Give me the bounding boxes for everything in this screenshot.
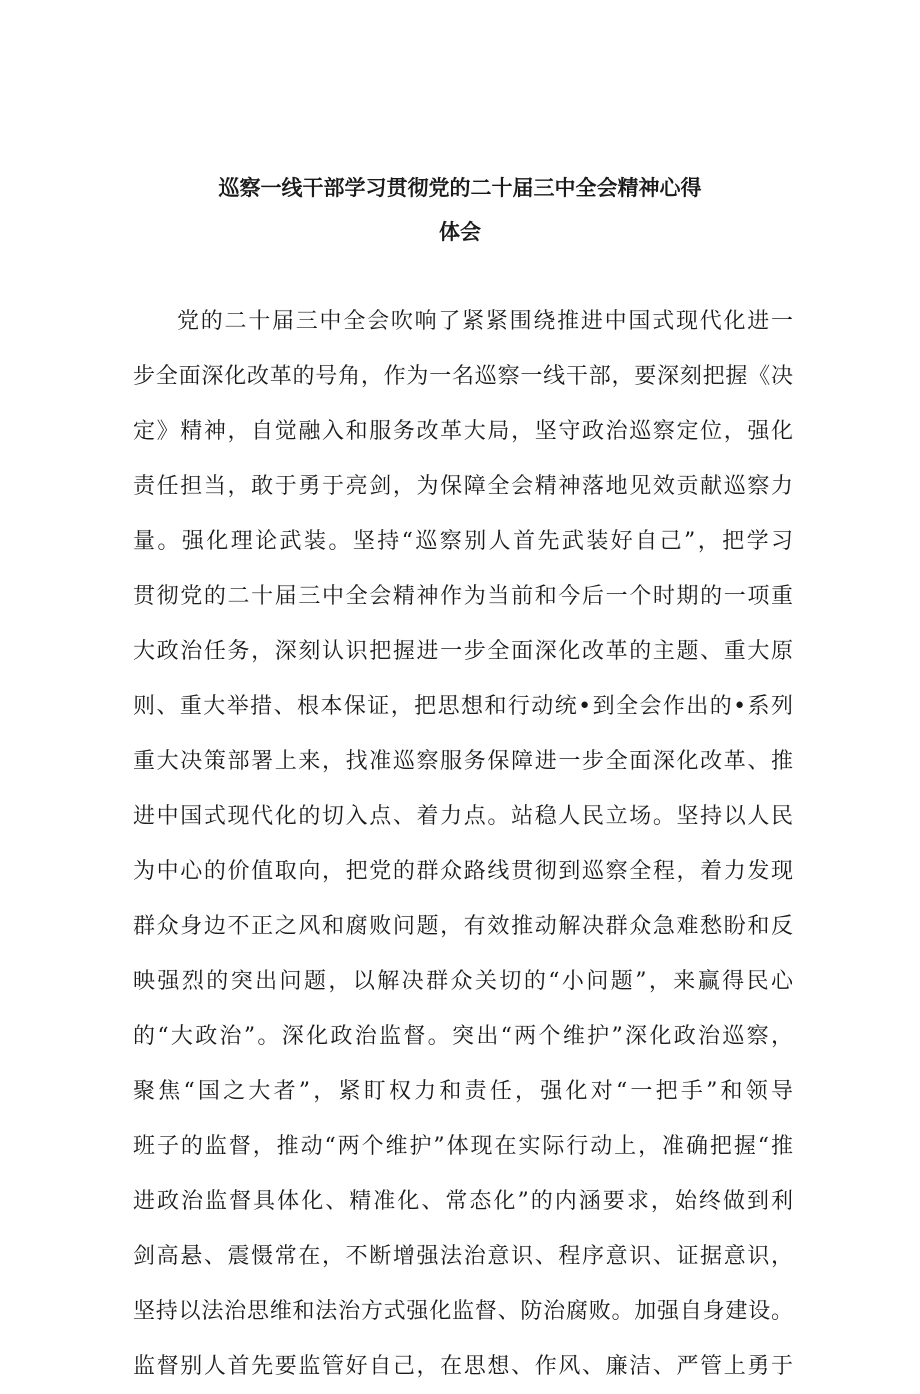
body-line: 剑高悬、震慑常在，不断增强法治意识、程序意识、证据意识，	[133, 1244, 793, 1269]
body-line: 量。强化理论武装。坚持“巡察别人首先武装好自己”，把学习	[133, 529, 793, 554]
body-line: 重大决策部署上来，找准巡察服务保障进一步全面深化改革、推	[133, 749, 793, 774]
body-line: 党的二十届三中全会吹响了紧紧围绕推进中国式现代化进一	[177, 309, 793, 334]
body-line: 群众身边不正之风和腐败问题，有效推动解决群众急难愁盼和反	[133, 914, 793, 939]
body-line: 大政治任务，深刻认识把握进一步全面深化改革的主题、重大原	[133, 639, 793, 664]
body-line: 班子的监督，推动“两个维护”体现在实际行动上，准确把握“推	[133, 1134, 793, 1159]
body-line: 监督别人首先要监管好自己，在思想、作风、廉洁、严管上勇于	[133, 1354, 793, 1379]
body-line: 坚持以法治思维和法治方式强化监督、防治腐败。加强自身建设。	[133, 1299, 793, 1324]
body-line: 定》精神，自觉融入和服务改革大局，坚守政治巡察定位，强化	[133, 419, 793, 444]
body-line: 则、重大举措、根本保证，把思想和行动统•到全会作出的•系列	[133, 694, 793, 719]
body-line: 步全面深化改革的号角，作为一名巡察一线干部，要深刻把握《决	[133, 364, 793, 389]
document-title	[0, 166, 920, 254]
body-line: 的“大政治”。深化政治监督。突出“两个维护”深化政治巡察，	[133, 1024, 793, 1049]
title-line-2: 体会	[439, 219, 481, 244]
body-line: 责任担当，敢于勇于亮剑，为保障全会精神落地见效贡献巡察力	[133, 474, 793, 499]
body-line: 进政治监督具体化、精准化、常态化”的内涵要求，始终做到利	[133, 1189, 793, 1214]
body-line: 贯彻党的二十届三中全会精神作为当前和今后一个时期的一项重	[133, 584, 793, 609]
body-line: 映强烈的突出问题，以解决群众关切的“小问题”，来赢得民心	[133, 969, 793, 994]
body-line: 进中国式现代化的切入点、着力点。站稳人民立场。坚持以人民	[133, 804, 793, 829]
body-line: 聚焦“国之大者”，紧盯权力和责任，强化对“一把手”和领导	[133, 1079, 793, 1104]
body-line: 为中心的价值取向，把党的群众路线贯彻到巡察全程，着力发现	[133, 859, 793, 884]
document-body	[133, 294, 793, 1394]
title-line-1: 巡察一线干部学习贯彻党的二十届三中全会精神心得	[218, 175, 702, 200]
